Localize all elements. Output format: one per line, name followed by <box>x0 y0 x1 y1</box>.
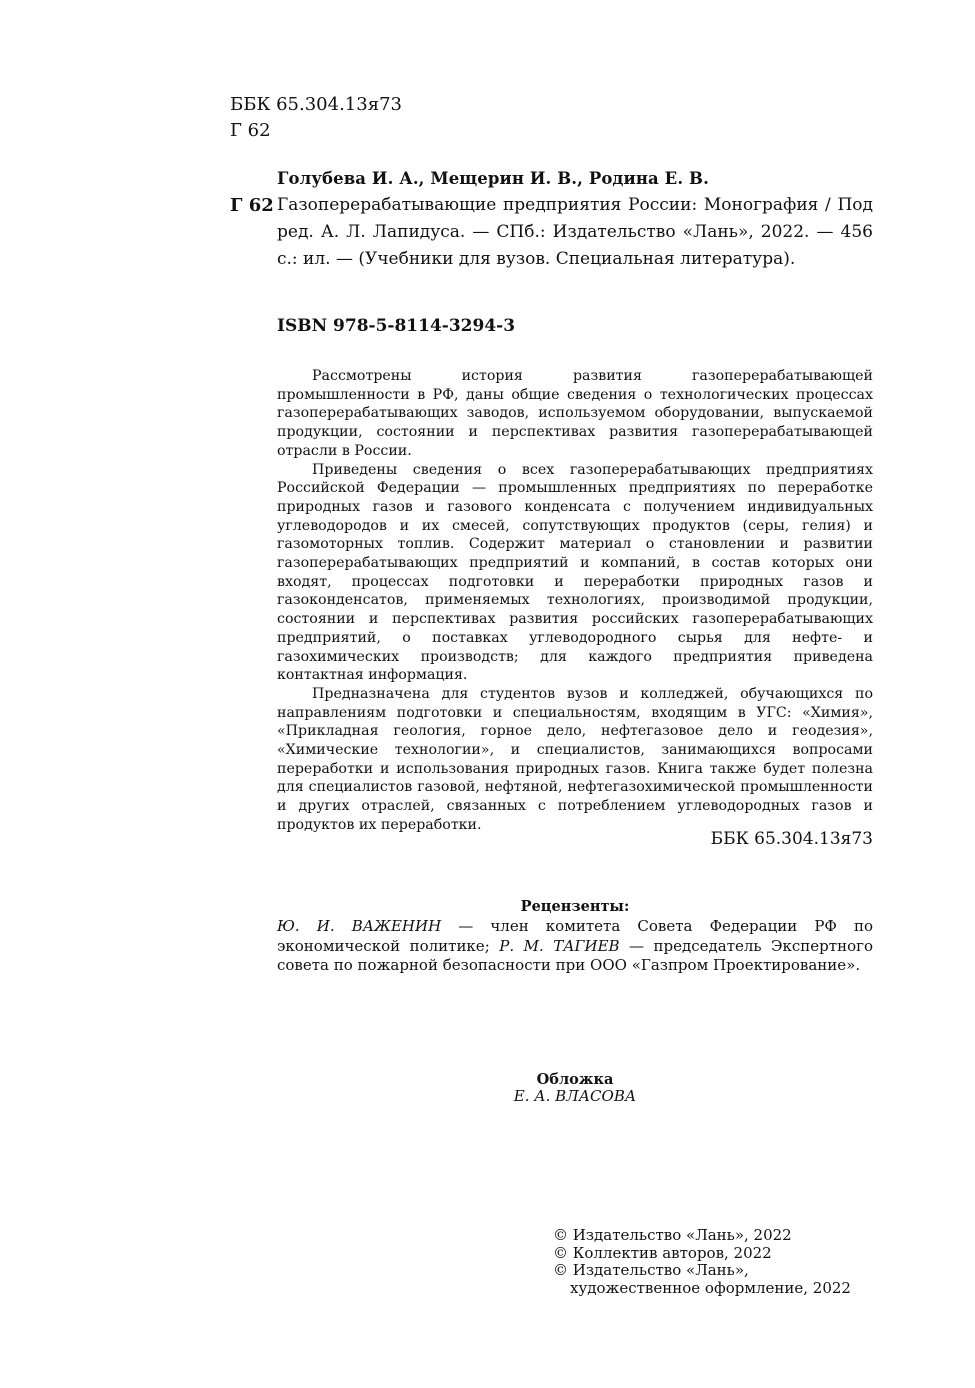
isbn: ISBN 978-5-8114-3294-3 <box>277 316 516 336</box>
reviewers-heading: Рецензенты: <box>520 898 630 915</box>
reviewers-text <box>277 917 873 976</box>
bbk-code: ББК 65.304.13я73 <box>230 94 402 115</box>
annotation <box>277 367 873 835</box>
reviewer-1-role: — член комитета Совета Федерации РФ по экономической политике; <box>277 917 873 955</box>
annotation-paragraph-1: Рассмотрены история развития газоперерабатывающей промышленности в РФ, даны общие сведения о технологических процессах газоперерабатывающих заводов, используемом оборудовании, выпускаемой продукции, состоянии и перспективах развития газоперерабатывающей отрасли в России. <box>277 368 873 459</box>
reviewer-1-name: Ю. И. ВАЖЕНИН <box>277 917 442 935</box>
cover-heading: Обложка <box>536 1071 614 1088</box>
annotation-paragraph-3: Предназначена для студентов вузов и колледжей, обучающихся по направлениям подготовки и специальностям, входящим в УГС: «Химия», «Прикладная геология, горное дело, нефтегазовое дело и геодезия», «Химические технологии», и специалистов, занимающихся вопросами переработки и использования природных газов. Книга также будет полезна для специалистов газовой, нефтяной, нефтегазохимической промышленности и других отраслей, связанных с потреблением углеводородных газов и продуктов их переработки. <box>277 685 873 833</box>
cover-designer: Е. А. ВЛАСОВА <box>513 1087 637 1105</box>
copyright-line-3: © Издательство «Лань», <box>553 1261 749 1279</box>
bibliographic-description: Газоперерабатывающие предприятия России: Монография / Под ред. А. Л. Лапидуса. — СПб.: Издательство «Лань», 2022. — 456 с.: ил. — (Учебники для вузов. Специальная литература). <box>277 195 873 269</box>
record-author-sign: Г 62 <box>230 195 274 216</box>
authors-line: Голубева И. А., Мещерин И. В., Родина Е. В. <box>277 169 709 188</box>
copyright-block <box>553 1227 851 1297</box>
copyright-line-2: © Коллектив авторов, 2022 <box>553 1243 772 1262</box>
author-sign-code: Г 62 <box>230 120 271 141</box>
copyright-line-1: © Издательство «Лань», 2022 <box>553 1226 792 1244</box>
bbk-header <box>230 92 402 144</box>
annotation-paragraph-2: Приведены сведения о всех газоперерабатывающих предприятиях Российской Федерации — промышленных предприятиях по переработке природных газов и газового конденсата с получением индивидуальных углеводородов и их смесей, сопутствующих продуктов (серы, гелия) и газомоторных топлив. Содержит материал о становлении и развитии газоперерабатывающих предприятий и компаний, в состав которых они входят, процессах подготовки и переработки природных газов и газоконденсатов, применяемых технологиях, производимой продукции, состоянии и перспективах развития российских газоперерабатывающих предприятий, о поставках углеводородного сырья для нефте- и газохимических производств; для каждого предприятия приведена контактная информация. <box>277 461 873 684</box>
reviewer-2-name: Р. М. ТАГИЕВ <box>499 936 620 955</box>
bbk-footer-code: ББК 65.304.13я73 <box>710 829 873 849</box>
reviewer-2-role: — председатель Экспертного совета по пожарной безопасности при ООО «Газпром Проектирование». <box>277 936 873 974</box>
copyright-line-4: художественное оформление, 2022 <box>570 1278 851 1297</box>
